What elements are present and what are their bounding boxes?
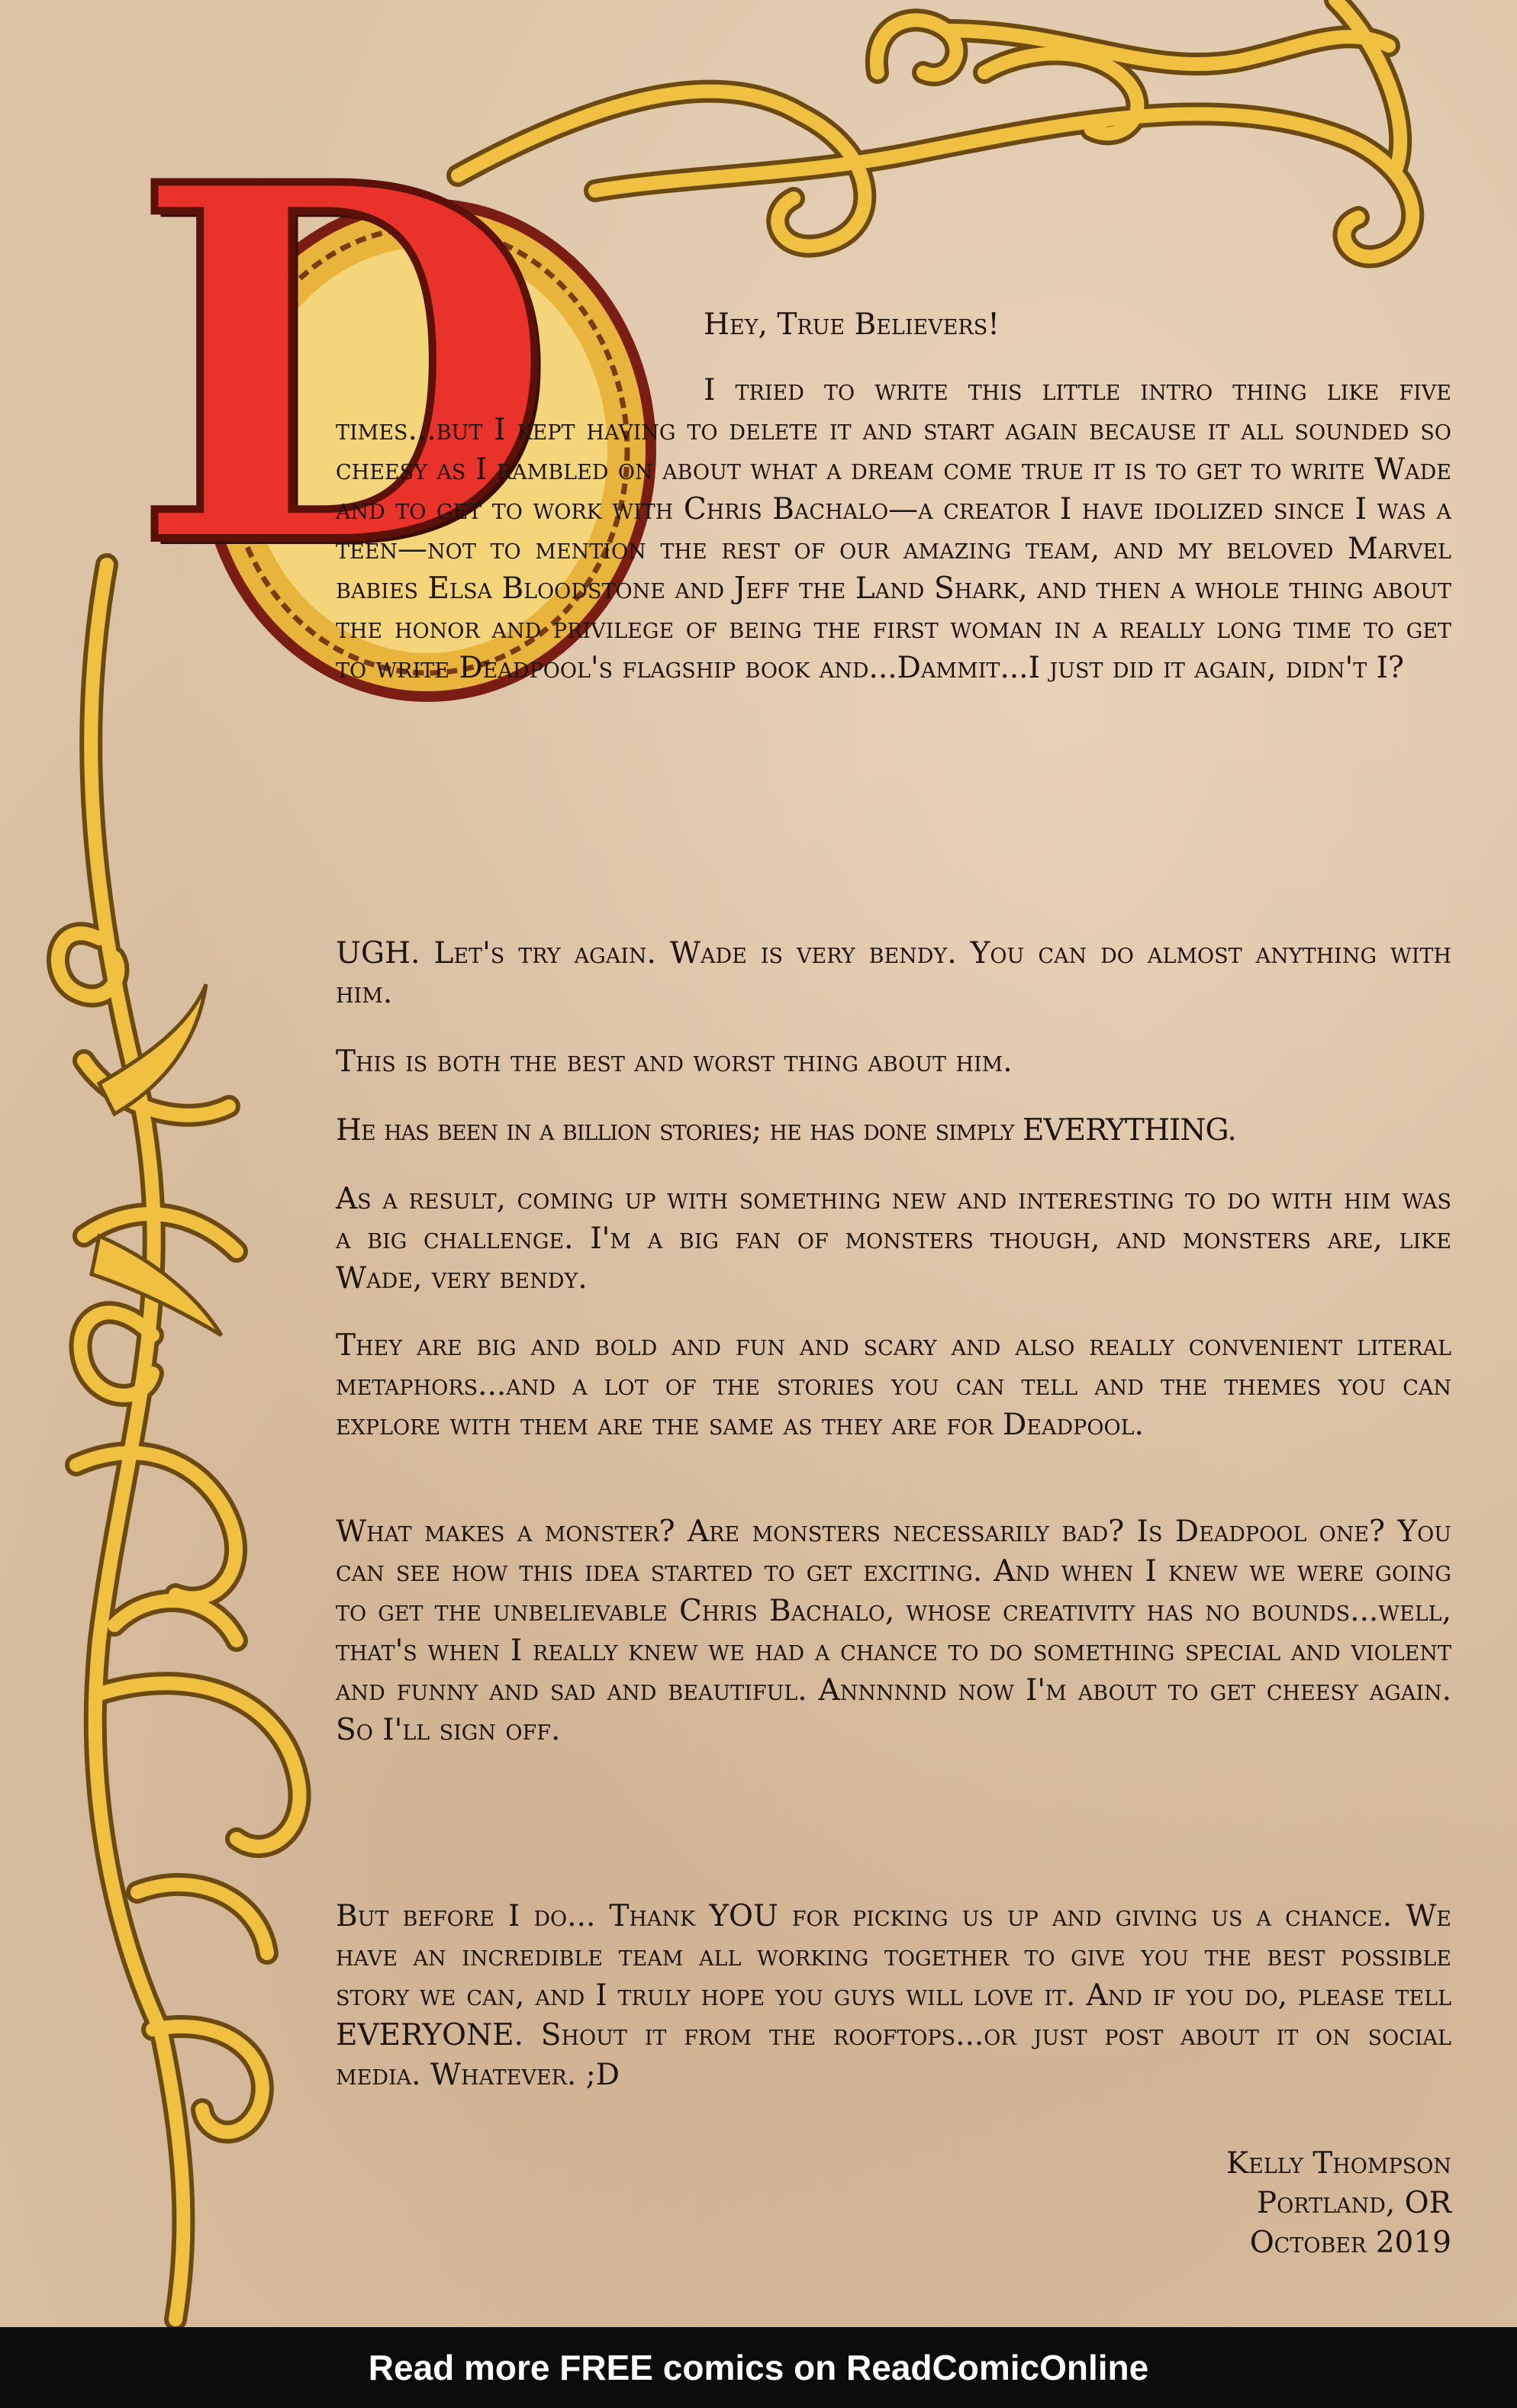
letter-paragraph-3: This is both the best and worst thing about him.: [336, 1045, 1013, 1079]
signature-name: Kelly Thompson: [1226, 2146, 1451, 2181]
letter-paragraph-4: He has been in a billion stories; he has done simply EVERYTHING.: [336, 1113, 1236, 1148]
footer-link-text[interactable]: Read more FREE comics on ReadComicOnline: [368, 2348, 1149, 2387]
letter-paragraph-5: As a result, coming up with something new and interesting to do with him was a big challenge. I'm a big fan of monsters though, and monsters are, like Wade, very bendy.: [336, 1182, 1451, 1296]
letter-paragraph-6: They are big and bold and fun and scary and also really convenient literal metaphors...and a lot of the stories you can tell and the themes you can explore with them are the same as they are for Deadpool.: [336, 1328, 1451, 1442]
letter-paragraph-8: But before I do... Thank YOU for picking us up and giving us a chance. We have an incredible team all working together to give you the best possible story we can, and I truly hope you guys will love it. And if you do, please tell EVERYONE. Shout it from the rooftops...or just post about it on social media. Whatever. ;D: [336, 1899, 1451, 2092]
letter-paragraph-7: What makes a monster? Are monsters necessarily bad? Is Deadpool one? You can see how this idea started to get exciting. And when I knew we were going to get the unbelievable Chris Bachalo, whose creativity has no bounds...well, that's when I really knew we had a chance to do something special and violent and funny and sad and beautiful. Annnnnd now I'm about to get cheesy again. So I'll sign off.: [336, 1515, 1452, 1747]
signature-date: October 2019: [1249, 2226, 1451, 2260]
letter-greeting: Hey, True Believers!: [704, 307, 1000, 342]
footer-banner[interactable]: [0, 2327, 1517, 2408]
letter-paragraph-1: I tried to write this little intro thing like five times...but I kept having to delete it and start again because it all sounded so cheesy as I rambled on about what a dream come true it is to get to write Wade and to get to work with Chris Bachalo—a creator I have idolized since I was a teen—not to mention the rest of our amazing team, and my beloved Marvel babies Elsa Bloodstone and Jeff the Land Shark, and then a whole thing about the honor and privilege of being the first woman in a really long time to get to write Deadpool's flagship book and...Dammit...I just did it again, didn't I?: [336, 373, 1451, 685]
signature-block: [992, 2144, 1451, 2263]
signature-place: Portland, OR: [1256, 2186, 1451, 2220]
letter-paragraph-2: UGH. Let's try again. Wade is very bendy. You can do almost anything with him.: [336, 936, 1451, 1010]
drop-cap-letter: D: [131, 79, 556, 653]
